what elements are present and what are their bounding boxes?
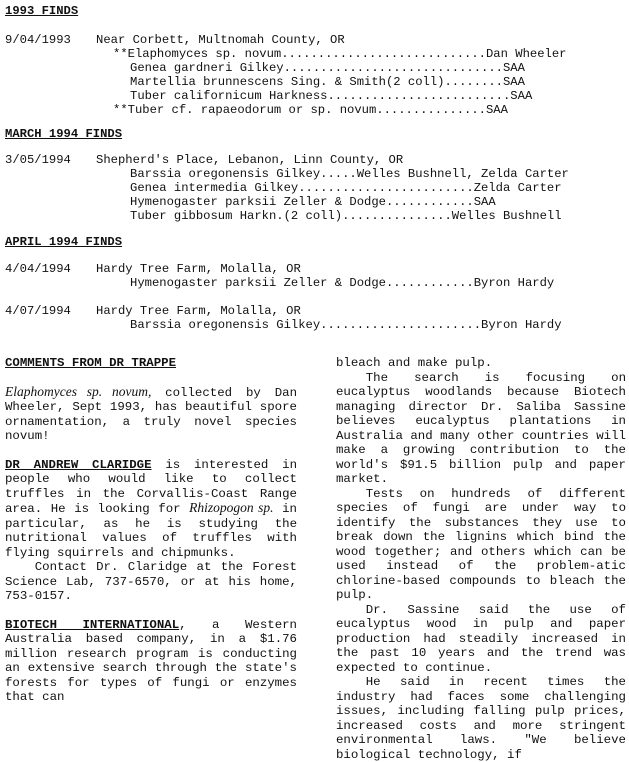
find-entry: Barssia oregonensis Gilkey......................Byron Hardy	[130, 318, 562, 332]
paragraph-text: , a Western Australia based company, in a $1.76 million research program is conducting an extensive search through the state's forests for types of fungi or enzymes that can	[5, 617, 297, 704]
find-entry: Hymenogaster parksii Zeller & Dodge............Byron Hardy	[130, 276, 555, 290]
find-date: 4/04/1994	[5, 262, 71, 276]
paragraph-text: bleach and make pulp.	[336, 356, 493, 370]
find-entry: Barssia oregonensis Gilkey.....Welles Bushnell, Zelda Carter	[130, 167, 569, 181]
find-entry: Martellia brunnescens Sing. & Smith(2 coll)........SAA	[130, 75, 525, 89]
species-name: Rhizopogon sp.	[189, 500, 274, 515]
biotech-paragraph	[5, 618, 297, 705]
contact-paragraph: Contact Dr. Claridge at the Forest Science Lab, 737-6570, or at his home, 753-0157.	[5, 560, 297, 603]
find-entry: **Elaphomyces sp. novum............................Dan Wheeler	[113, 47, 567, 61]
find-entry: Genea intermedia Gilkey........................Zelda Carter	[130, 181, 562, 195]
paragraph-text: The search is focusing on eucalyptus woodlands because Biotech managing director Dr. Saliba Sassine believes eucalyptus plantations in Australia and many other countries will make a growing contribution to the world's $91.5 billion pulp and paper market.	[336, 370, 626, 486]
left-column	[5, 356, 297, 705]
find-date: 4/07/1994	[5, 304, 71, 318]
find-date: 9/04/1993	[5, 33, 71, 47]
heading-april-1994-finds: APRIL 1994 FINDS	[5, 235, 123, 249]
paragraph-text: collected by Dan Wheeler, Sept 1993, has beautiful spore ornamentation, a truly novel species novum!	[5, 385, 297, 443]
claridge-paragraph	[5, 458, 297, 561]
biotech-name: BIOTECH INTERNATIONAL	[5, 617, 180, 632]
find-entry: Tuber gibbosum Harkn.(2 coll)...............Welles Bushnell	[130, 209, 562, 223]
find-location: Near Corbett, Multnomah County, OR	[96, 33, 345, 47]
find-date: 3/05/1994	[5, 153, 71, 167]
find-entry: Genea gardneri Gilkey..............................SAA	[130, 61, 525, 75]
paragraph-text: He said in recent times the industry had faces some challenging issues, including falling pulp prices, increased costs and more stringent environmental laws. "We believe biological technology, if	[336, 675, 626, 762]
find-entry: Hymenogaster parksii Zeller & Dodge............SAA	[130, 195, 496, 209]
paragraph-text: Dr. Sassine said the use of eucalyptus wood in pulp and paper production had steadily increased in the past 10 years and the trend was expected to continue.	[336, 602, 626, 675]
paragraph-text: in particular, as he is studying the nutritional values of truffles with flying squirrels and chipmunks.	[5, 502, 297, 560]
right-column	[336, 356, 626, 762]
find-location: Hardy Tree Farm, Molalla, OR	[96, 304, 301, 318]
find-entry: Tuber californicum Harkness.........................SAA	[130, 89, 533, 103]
paragraph-text: Tests on hundreds of different species of fungi are under way to identify the substances they use to break down the lignins which bind the wood together; and others which can be used instead of the problem-atic chlorine-based compounds to bleach the pulp.	[336, 486, 626, 602]
elaphomyces-paragraph	[5, 385, 297, 444]
find-location: Hardy Tree Farm, Molalla, OR	[96, 262, 301, 276]
comments-heading: COMMENTS FROM DR TRAPPE	[5, 356, 177, 370]
heading-march-1994-finds: MARCH 1994 FINDS	[5, 127, 123, 141]
species-name: Elaphomyces sp. novum,	[5, 383, 152, 399]
paragraph-text: is interested in people who would like to collect truffles in the Corvallis-Coast Range area. He is looking for	[5, 457, 298, 516]
find-location: Shepherd's Place, Lebanon, Linn County, OR	[96, 153, 404, 167]
heading-1993-finds: 1993 FINDS	[5, 4, 79, 18]
claridge-name: DR ANDREW CLARIDGE	[5, 457, 152, 472]
find-entry: **Tuber cf. rapaeodorum or sp. novum...............SAA	[113, 103, 508, 117]
